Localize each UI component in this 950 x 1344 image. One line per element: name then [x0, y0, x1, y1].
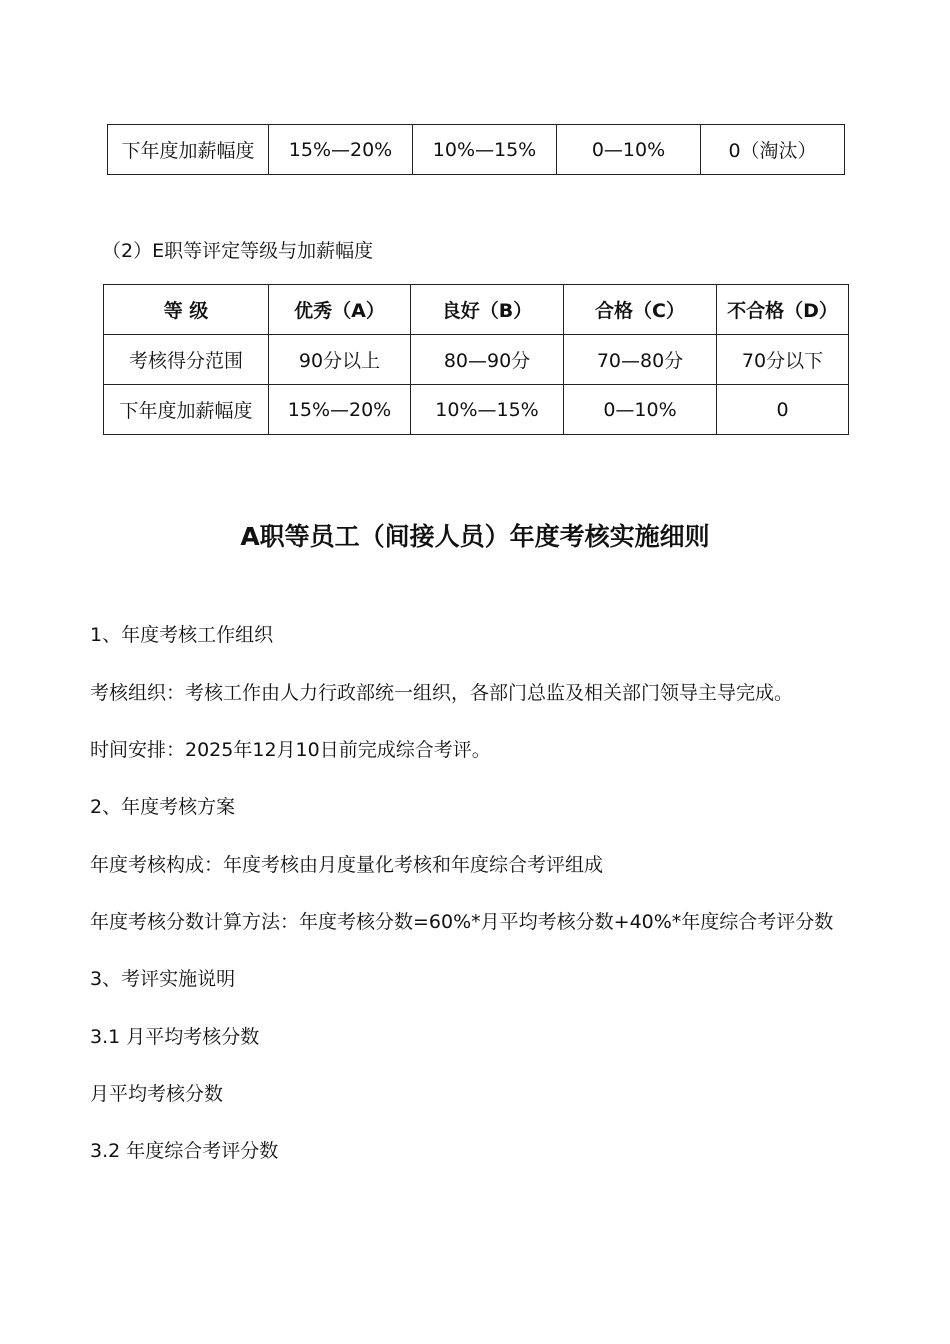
table-cell: 80—90分	[411, 335, 564, 385]
table-cell: 0	[717, 385, 849, 435]
table-row	[108, 125, 845, 175]
table-cell: 90分以上	[269, 335, 411, 385]
paragraph: 时间安排：2025年12月10日前完成综合考评。	[90, 739, 491, 761]
paragraph: 年度考核构成：年度考核由月度量化考核和年度综合考评组成	[90, 854, 604, 876]
subsection-heading: 3.1 月平均考核分数	[90, 1026, 260, 1048]
row-label: 考核得分范围	[104, 335, 269, 385]
table-row	[104, 385, 849, 435]
column-header: 不合格（D）	[717, 285, 849, 335]
column-header: 优秀（A）	[269, 285, 411, 335]
table-cell: 0（淘汰）	[701, 125, 845, 175]
table-cell: 10%—15%	[411, 385, 564, 435]
subsection-heading: 3.2 年度综合考评分数	[90, 1140, 279, 1162]
table-row	[104, 335, 849, 385]
column-header: 等 级	[104, 285, 269, 335]
section-heading: 2、年度考核方案	[90, 796, 236, 818]
section-heading: 3、考评实施说明	[90, 968, 236, 990]
paragraph: 月平均考核分数	[90, 1083, 224, 1105]
section-heading: 1、年度考核工作组织	[90, 624, 274, 646]
table-cell: 15%—20%	[269, 125, 413, 175]
column-header: 良好（B）	[411, 285, 564, 335]
section-caption: （2）E职等评定等级与加薪幅度	[102, 240, 374, 262]
row-label: 下年度加薪幅度	[108, 125, 269, 175]
table-cell: 0—10%	[564, 385, 717, 435]
e-grade-table	[103, 284, 849, 435]
paragraph: 考核组织：考核工作由人力行政部统一组织，各部门总监及相关部门领导主导完成。	[90, 682, 794, 704]
document-title: A职等员工（间接人员）年度考核实施细则	[240, 522, 710, 551]
table-cell: 10%—15%	[413, 125, 557, 175]
table-cell: 70—80分	[564, 335, 717, 385]
table-cell: 15%—20%	[269, 385, 411, 435]
table-cell: 0—10%	[557, 125, 701, 175]
table-cell: 70分以下	[717, 335, 849, 385]
column-header: 合格（C）	[564, 285, 717, 335]
row-label: 下年度加薪幅度	[104, 385, 269, 435]
raise-table-continued	[107, 124, 845, 175]
table-header-row	[104, 285, 849, 335]
paragraph: 年度考核分数计算方法：年度考核分数=60%*月平均考核分数+40%*年度综合考评分数	[90, 911, 834, 933]
